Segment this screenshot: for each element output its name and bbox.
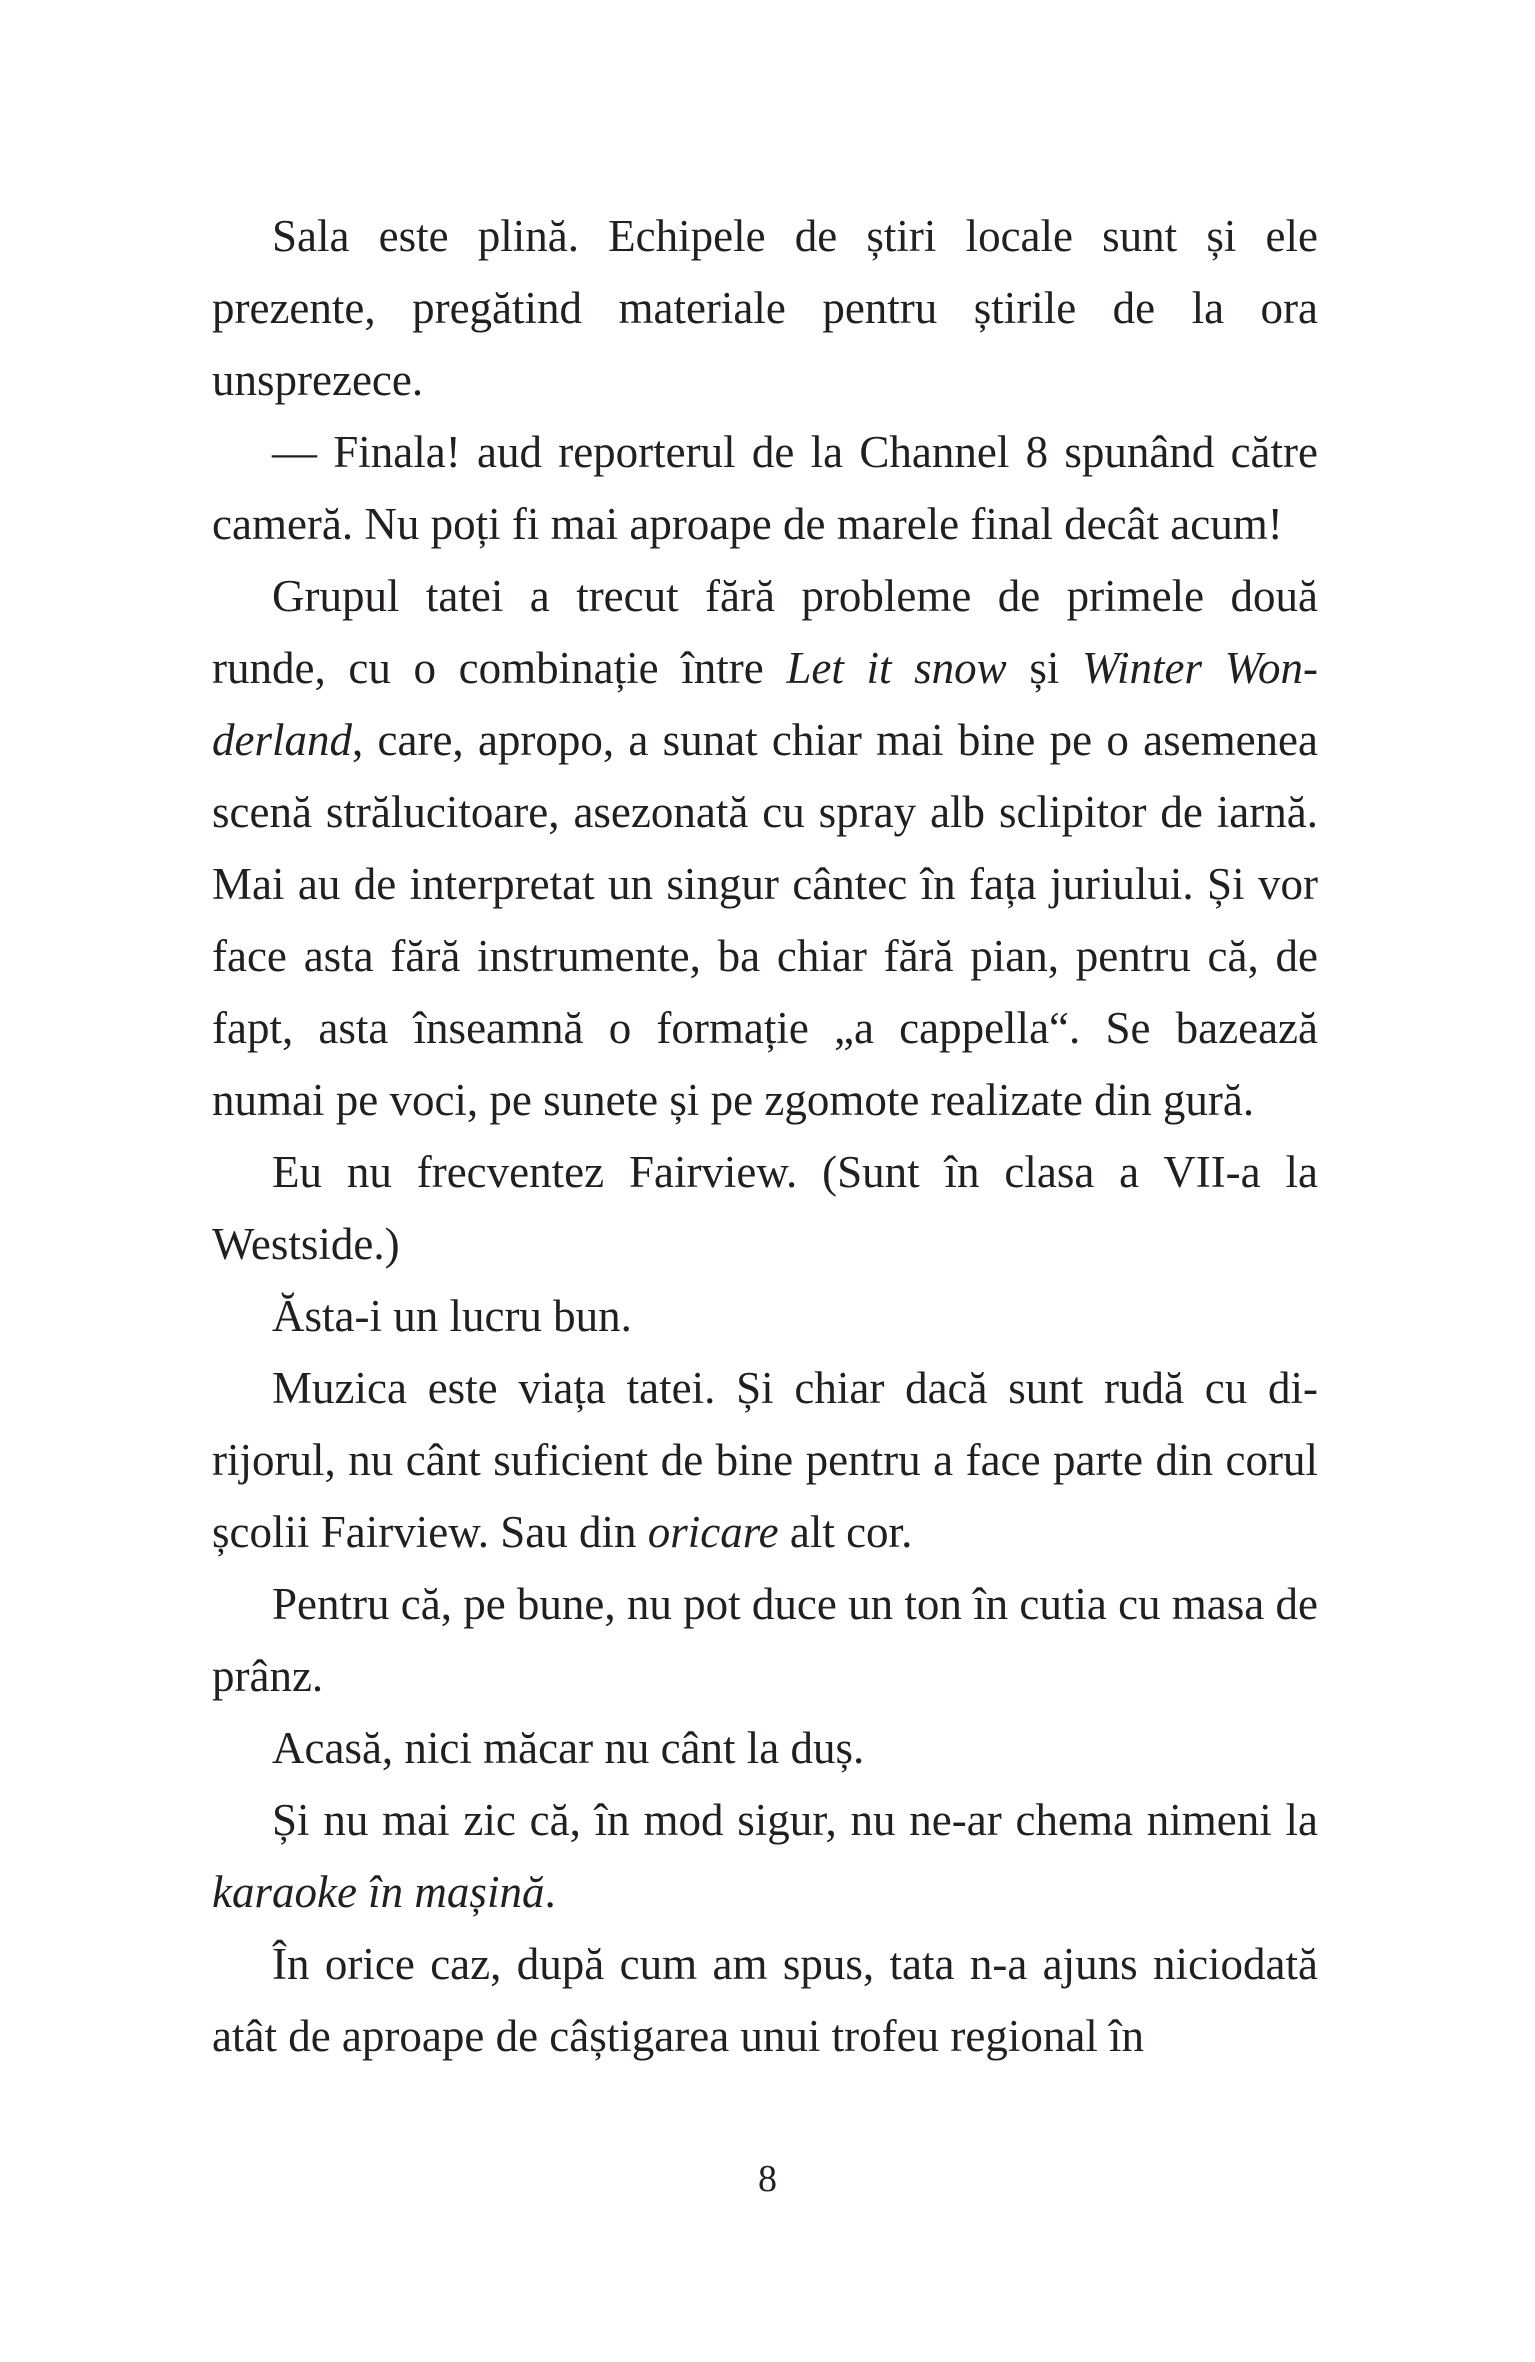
paragraph: [212, 1712, 1318, 1784]
text-run: , care, apropo, a sunat chiar mai bine pe o asemenea scenă strălucitoare, asezonată cu spray alb sclipitor de iarnă. Mai au de interpretat un singur cântec în fața juriului. Și vor face asta fără instrumente, ba chiar fără pian, pentru că, de fapt, asta înseamnă o formație „a cappella“. Se bazează numai pe voci, pe sunete și pe zgomote realizate din gură.: [212, 715, 1318, 1125]
italic-text: oricare: [647, 1507, 779, 1557]
text-run: .: [544, 1867, 556, 1917]
italic-text: Let it snow: [786, 643, 1007, 693]
paragraph: [212, 1136, 1318, 1280]
text-run: Grupul tatei a trecut fără probleme de primele două runde, cu o combinație între: [212, 571, 1318, 693]
body-text: [212, 200, 1318, 2072]
text-run: — Finala! aud reporterul de la Channel 8 spunând către cameră. Nu poți fi mai aproape de marele final decât acum!: [212, 427, 1318, 549]
page-number: 8: [758, 2158, 777, 2200]
paragraph: [212, 560, 1318, 1136]
paragraph: [212, 1352, 1318, 1568]
paragraph: [212, 1280, 1318, 1352]
paragraph: [212, 1568, 1318, 1712]
italic-text: karaoke în mașină: [212, 1867, 545, 1917]
text-run: Muzica este viața tatei. Și chiar dacă sunt rudă cu dirijorul, nu cânt suficient de bine pentru a face parte din corul școlii Fairview. Sau din: [212, 1363, 1318, 1557]
text-run: Pentru că, pe bune, nu pot duce un ton în cutia cu masa de prânz.: [212, 1579, 1318, 1701]
text-run: Și nu mai zic că, în mod sigur, nu ne-ar chema nimeni la: [272, 1795, 1318, 1845]
text-run: În orice caz, după cum am spus, tata n-a ajuns niciodată atât de aproape de câștigarea unui trofeu regional în: [212, 1939, 1318, 2061]
paragraph: [212, 1928, 1318, 2072]
paragraph: [212, 200, 1318, 416]
text-run: Ăsta-i un lucru bun.: [272, 1291, 632, 1341]
text-run: Sala este plină. Echipele de știri locale sunt și ele prezente, pregătind materiale pentru știrile de la ora unsprezece.: [212, 211, 1318, 405]
text-run: Eu nu frecventez Fairview. (Sunt în clasa a VII-a la Westside.): [212, 1147, 1318, 1269]
paragraph: [212, 416, 1318, 560]
italic-text: Winter Wonderland: [212, 643, 1318, 765]
text-run: Acasă, nici măcar nu cânt la duș.: [272, 1723, 865, 1773]
text-run: alt cor.: [778, 1507, 913, 1557]
paragraph: [212, 1784, 1318, 1928]
text-run: și: [1006, 643, 1082, 693]
